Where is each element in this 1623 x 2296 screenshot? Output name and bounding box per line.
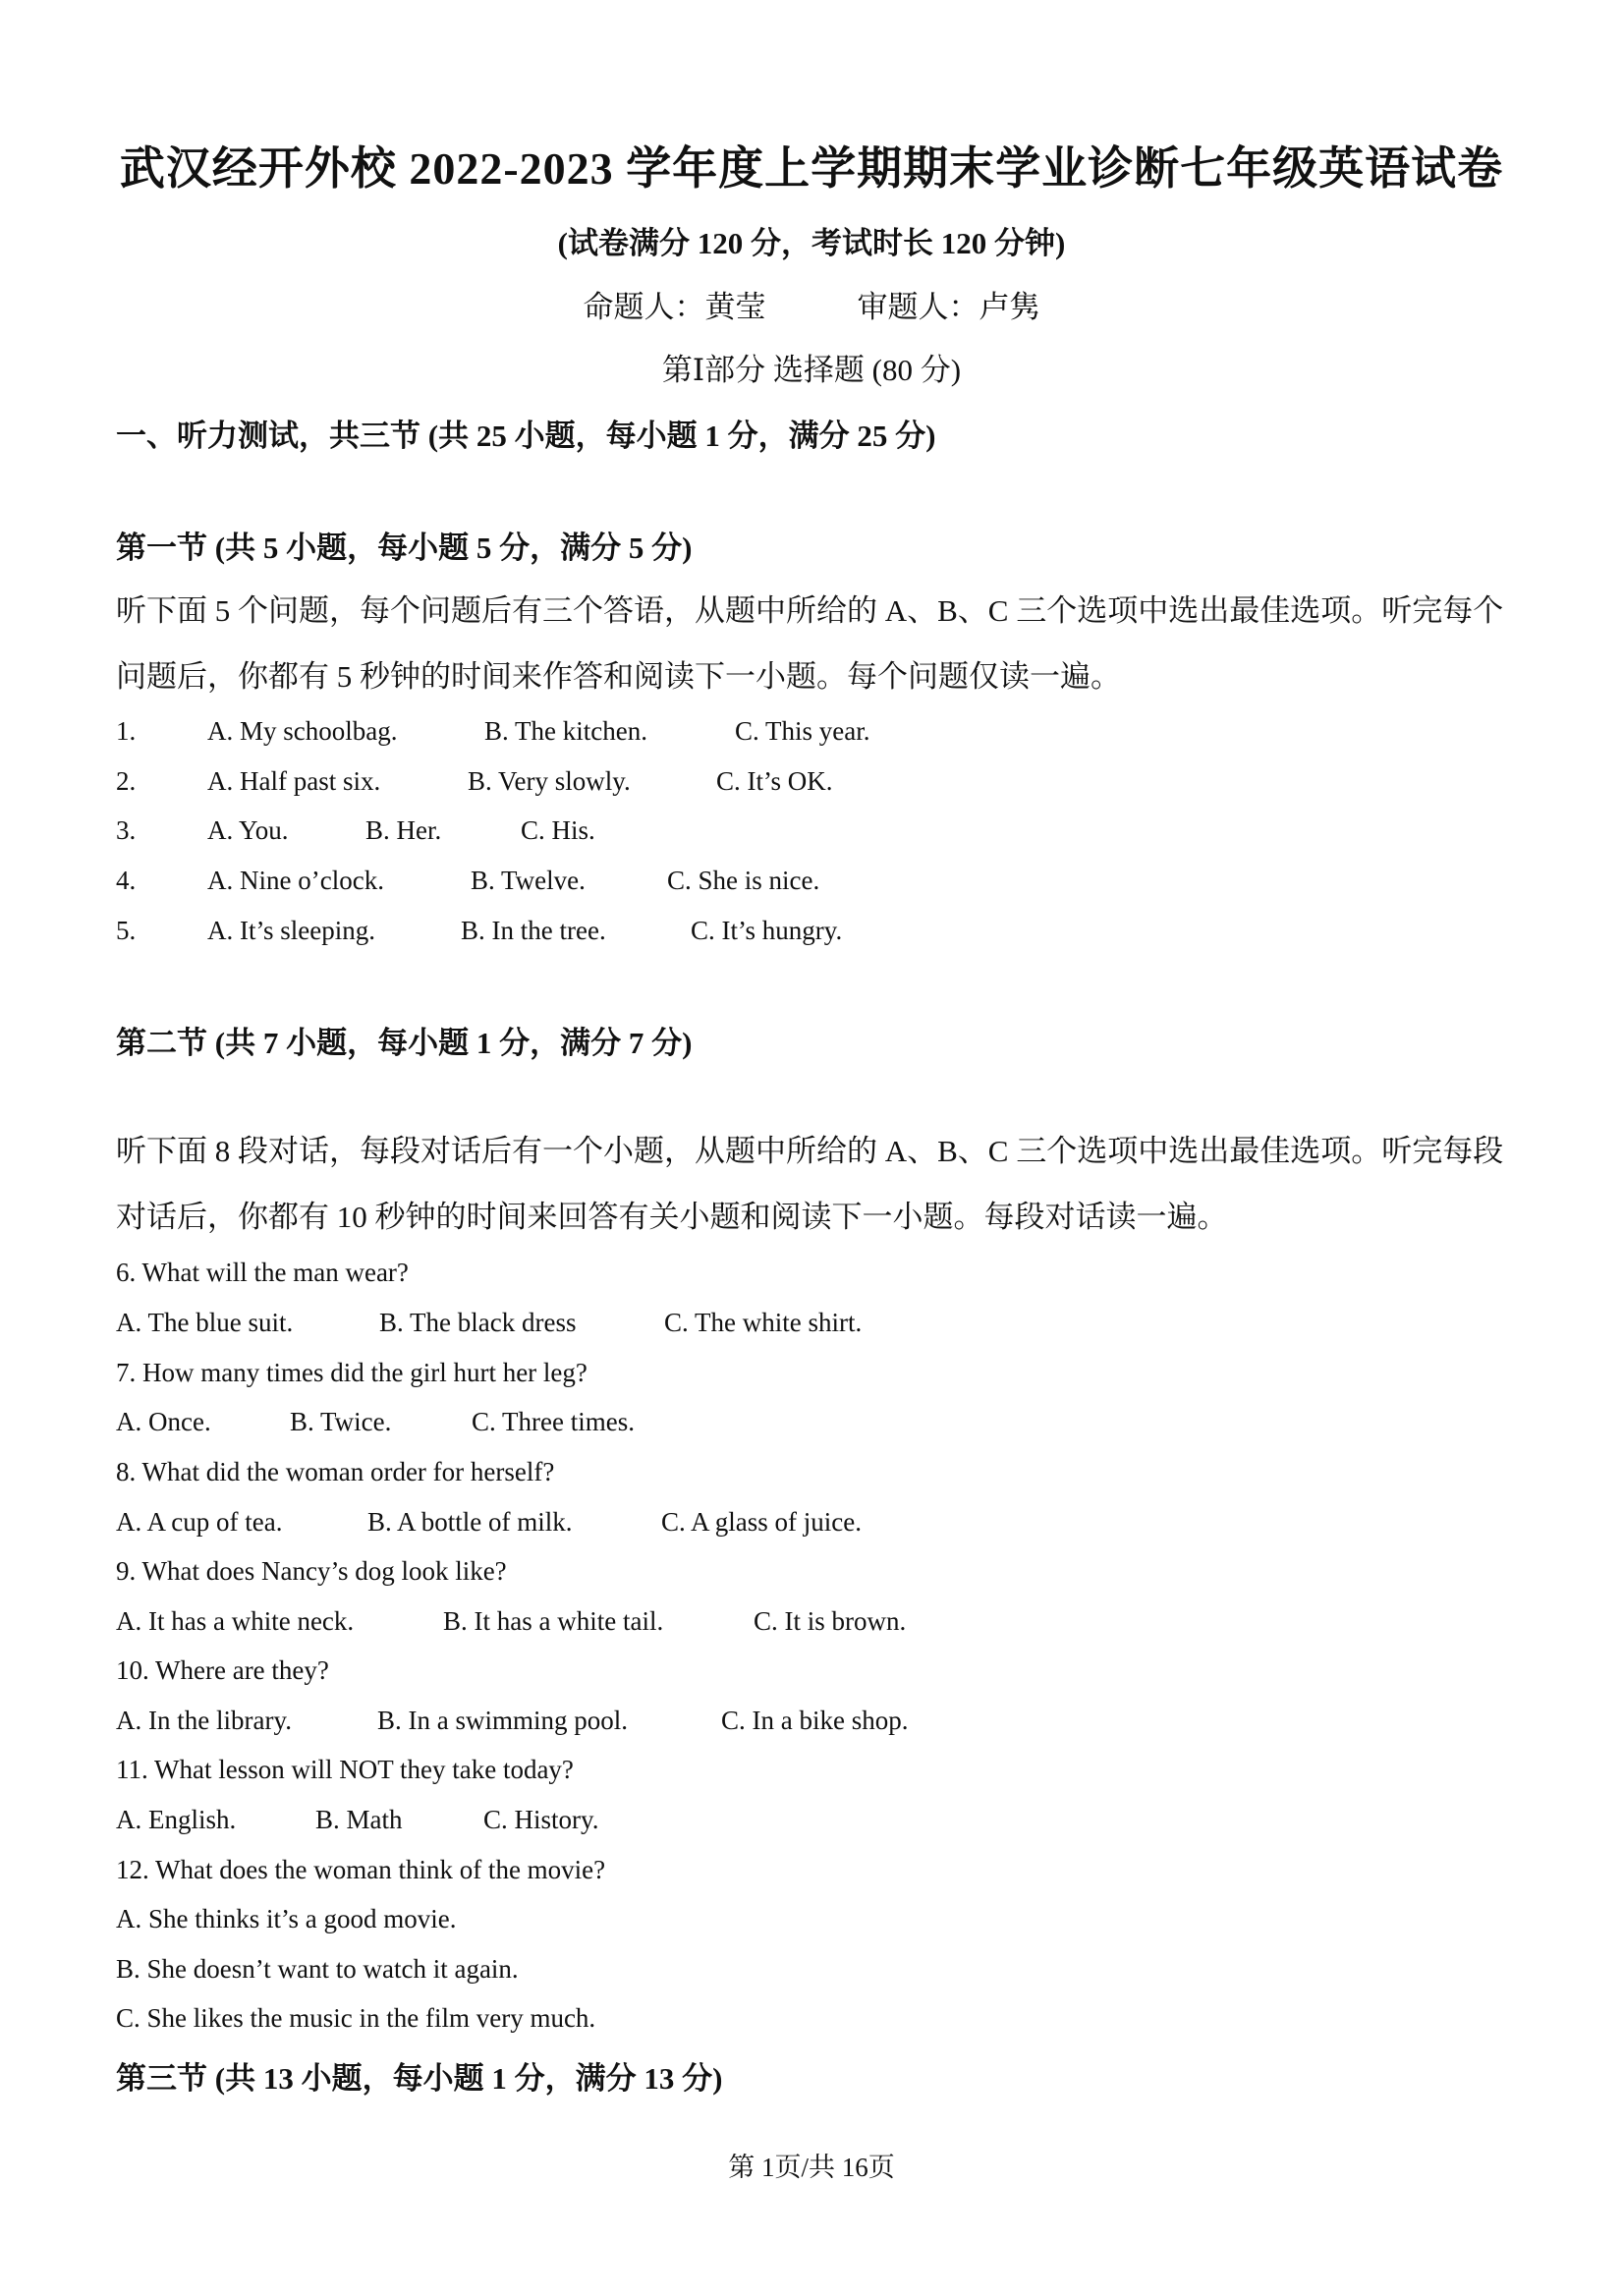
option-a: A. It’s sleeping.: [207, 916, 375, 945]
option-b: B. Twice.: [290, 1407, 392, 1436]
option-b: B. In the tree.: [461, 916, 606, 945]
part-heading: 第Ⅰ部分 选择题 (80 分): [661, 353, 962, 387]
page-number: 第 1页/共 16页: [728, 2153, 895, 2182]
option-c: C. A glass of juice.: [661, 1507, 862, 1537]
question-number: 3.: [116, 815, 137, 845]
option-b: B. Her.: [365, 815, 442, 845]
option-c: C. Three times.: [472, 1407, 635, 1436]
option-c: C. It’s hungry.: [691, 916, 843, 945]
option-b: B. Very slowly.: [468, 766, 631, 796]
section3-heading: 第三节 (共 13 小题，每小题 1 分，满分 13 分): [116, 2061, 723, 2096]
section1-heading: 第一节 (共 5 小题，每小题 5 分，满分 5 分): [116, 531, 693, 565]
question-text: 12. What does the woman think of the movie?: [116, 1855, 606, 1884]
option-a: A. It has a white neck.: [116, 1606, 355, 1636]
option-c: C. It is brown.: [754, 1606, 907, 1636]
option-a: A. Nine o’clock.: [207, 866, 384, 895]
option-c: C. She likes the music in the film very much.: [116, 2003, 596, 2033]
option-c: C. She is nice.: [667, 866, 820, 895]
question-text: 7. How many times did the girl hurt her leg?: [116, 1358, 588, 1387]
option-b: B. In a swimming pool.: [377, 1706, 628, 1735]
section2-instructions: 听下面 8 段对话，每段对话后有一个小题，从题中所给的 A、B、C 三个选项中选出最佳选项。听完每段对话后，你都有 10 秒钟的时间来回答有关小题和阅读下一小题。每段对话读一遍。: [116, 1134, 1504, 1234]
option-c: C. History.: [483, 1805, 599, 1834]
option-a: A. She thinks it’s a good movie.: [116, 1904, 457, 1933]
option-b: B. The kitchen.: [484, 716, 647, 746]
question-number: 5.: [116, 916, 137, 945]
question-text: 10. Where are they?: [116, 1655, 329, 1685]
option-b: B. Twelve.: [471, 866, 586, 895]
exam-title: 武汉经开外校 2022-2023 学年度上学期期末学业诊断七年级英语试卷: [119, 143, 1504, 194]
question-number: 4.: [116, 866, 137, 895]
section2-heading: 第二节 (共 7 小题，每小题 1 分，满分 7 分): [116, 1026, 693, 1060]
option-a: A. A cup of tea.: [116, 1507, 283, 1537]
option-c: C. His.: [521, 815, 595, 845]
option-b: B. Math: [315, 1805, 403, 1834]
option-c: C. The white shirt.: [664, 1308, 863, 1337]
option-a: A. In the library.: [116, 1706, 292, 1735]
option-b: B. The black dress: [379, 1308, 577, 1337]
question-text: 11. What lesson will NOT they take today?: [116, 1755, 574, 1784]
question-number: 1.: [116, 716, 137, 746]
option-b: B. She doesn’t want to watch it again.: [116, 1954, 519, 1984]
option-c: C. In a bike shop.: [721, 1706, 909, 1735]
option-c: C. It’s OK.: [716, 766, 833, 796]
listening-section-heading: 一、听力测试，共三节 (共 25 小题，每小题 1 分，满分 25 分): [116, 419, 936, 453]
option-a: A. English.: [116, 1805, 237, 1834]
option-a: A. The blue suit.: [116, 1308, 294, 1337]
exam-authors: 命题人：黄莹 审题人：卢隽: [583, 290, 1040, 324]
section1-instructions: 听下面 5 个问题，每个问题后有三个答语，从题中所给的 A、B、C 三个选项中选出最佳选项。听完每个问题后，你都有 5 秒钟的时间来作答和阅读下一小题。每个问题仅读一遍。: [116, 593, 1504, 694]
option-b: B. A bottle of milk.: [367, 1507, 573, 1537]
option-a: A. Once.: [116, 1407, 211, 1436]
question-text: 8. What did the woman order for herself?: [116, 1457, 555, 1486]
option-a: A. Half past six.: [207, 766, 381, 796]
question-text: 6. What will the man wear?: [116, 1258, 409, 1287]
option-a: A. My schoolbag.: [207, 716, 398, 746]
question-number: 2.: [116, 766, 137, 796]
option-c: C. This year.: [735, 716, 870, 746]
exam-subtitle: (试卷满分 120 分，考试时长 120 分钟): [557, 226, 1066, 260]
question-text: 9. What does Nancy’s dog look like?: [116, 1556, 507, 1586]
option-b: B. It has a white tail.: [443, 1606, 664, 1636]
option-a: A. You.: [207, 815, 289, 845]
